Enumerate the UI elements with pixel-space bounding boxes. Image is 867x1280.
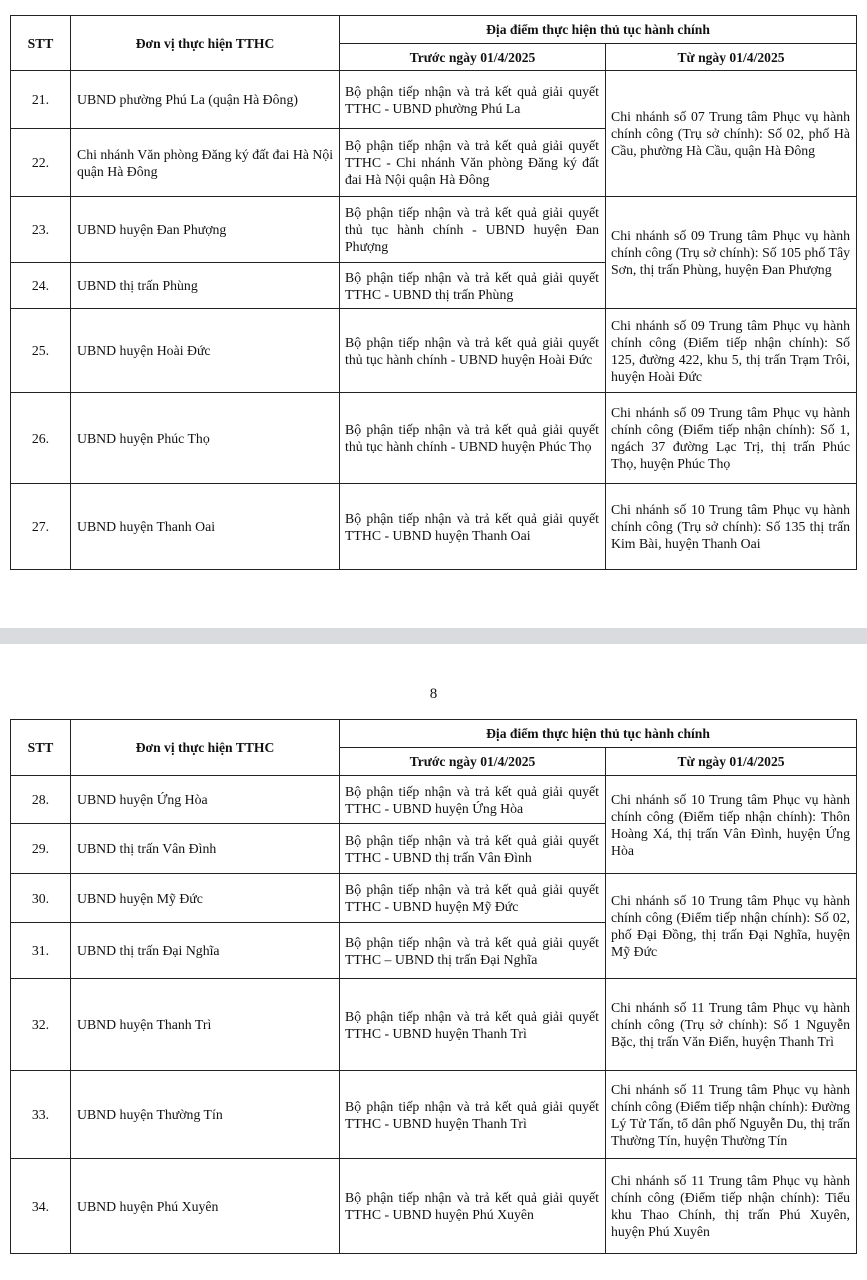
document-page-2 bbox=[0, 644, 867, 1280]
table-row bbox=[11, 776, 857, 824]
row-stt: 23. bbox=[11, 197, 71, 263]
table-row bbox=[11, 484, 857, 570]
row-after: Chi nhánh số 10 Trung tâm Phục vụ hành chính công (Trụ sở chính): Số 135 thị trấn Kim Bài, huyện Thanh Oai bbox=[606, 484, 857, 570]
row-stt: 26. bbox=[11, 393, 71, 484]
row-stt: 29. bbox=[11, 824, 71, 874]
page-separator bbox=[0, 628, 867, 644]
row-unit: UBND huyện Ứng Hòa bbox=[71, 776, 340, 824]
header-stt: STT bbox=[11, 720, 71, 776]
row-unit: UBND huyện Phúc Thọ bbox=[71, 393, 340, 484]
row-before: Bộ phận tiếp nhận và trả kết quả giải quyết TTHC - UBND huyện Mỹ Đức bbox=[340, 874, 606, 923]
row-before: Bộ phận tiếp nhận và trả kết quả giải quyết TTHC - UBND huyện Phú Xuyên bbox=[340, 1159, 606, 1254]
row-stt: 31. bbox=[11, 923, 71, 979]
header-before-date: Trước ngày 01/4/2025 bbox=[340, 44, 606, 71]
header-after-date: Từ ngày 01/4/2025 bbox=[606, 44, 857, 71]
row-stt: 28. bbox=[11, 776, 71, 824]
row-before: Bộ phận tiếp nhận và trả kết quả giải quyết TTHC - UBND thị trấn Phùng bbox=[340, 263, 606, 309]
row-after: Chi nhánh số 09 Trung tâm Phục vụ hành chính công (Điểm tiếp nhận chính): Số 1, ngách 37 đường Lạc Trị, thị trấn Phúc Thọ, huyện Phúc Thọ bbox=[606, 393, 857, 484]
row-unit: UBND phường Phú La (quận Hà Đông) bbox=[71, 71, 340, 129]
table-row bbox=[11, 309, 857, 393]
row-unit: UBND huyện Thanh Trì bbox=[71, 979, 340, 1071]
row-stt: 24. bbox=[11, 263, 71, 309]
row-unit: UBND huyện Phú Xuyên bbox=[71, 1159, 340, 1254]
table-row bbox=[11, 71, 857, 129]
row-before: Bộ phận tiếp nhận và trả kết quả giải quyết TTHC - UBND huyện Ứng Hòa bbox=[340, 776, 606, 824]
row-after: Chi nhánh số 07 Trung tâm Phục vụ hành chính công (Trụ sở chính): Số 02, phố Hà Cầu, phường Hà Cầu, quận Hà Đông bbox=[606, 71, 857, 197]
row-before: Bộ phận tiếp nhận và trả kết quả giải quyết TTHC – UBND thị trấn Đại Nghĩa bbox=[340, 923, 606, 979]
row-after: Chi nhánh số 11 Trung tâm Phục vụ hành chính công (Trụ sở chính): Số 1 Nguyễn Bặc, thị trấn Văn Điển, huyện Thanh Trì bbox=[606, 979, 857, 1071]
row-before: Bộ phận tiếp nhận và trả kết quả giải quyết TTHC - UBND phường Phú La bbox=[340, 71, 606, 129]
row-unit: UBND thị trấn Đại Nghĩa bbox=[71, 923, 340, 979]
row-before: Bộ phận tiếp nhận và trả kết quả giải quyết thủ tục hành chính - UBND huyện Phúc Thọ bbox=[340, 393, 606, 484]
row-after: Chi nhánh số 10 Trung tâm Phục vụ hành chính công (Điểm tiếp nhận chính): Số 02, phố Đại Đồng, thị trấn Đại Nghĩa, huyện Mỹ Đức bbox=[606, 874, 857, 979]
row-before: Bộ phận tiếp nhận và trả kết quả giải quyết TTHC - UBND huyện Thanh Trì bbox=[340, 1071, 606, 1159]
header-stt: STT bbox=[11, 16, 71, 71]
document-page-1 bbox=[0, 0, 867, 628]
row-before: Bộ phận tiếp nhận và trả kết quả giải quyết TTHC - UBND thị trấn Vân Đình bbox=[340, 824, 606, 874]
row-unit: UBND huyện Mỹ Đức bbox=[71, 874, 340, 923]
header-after-date: Từ ngày 01/4/2025 bbox=[606, 748, 857, 776]
row-stt: 34. bbox=[11, 1159, 71, 1254]
row-unit: UBND thị trấn Vân Đình bbox=[71, 824, 340, 874]
row-after: Chi nhánh số 09 Trung tâm Phục vụ hành chính công (Trụ sở chính): Số 105 phố Tây Sơn, thị trấn Phùng, huyện Đan Phượng bbox=[606, 197, 857, 309]
header-location: Địa điểm thực hiện thủ tục hành chính bbox=[340, 720, 857, 748]
row-unit: UBND thị trấn Phùng bbox=[71, 263, 340, 309]
row-stt: 33. bbox=[11, 1071, 71, 1159]
row-after: Chi nhánh số 11 Trung tâm Phục vụ hành chính công (Điểm tiếp nhận chính): Tiểu khu Thao Chính, thị trấn Phú Xuyên, huyện Phú Xuyên bbox=[606, 1159, 857, 1254]
row-stt: 21. bbox=[11, 71, 71, 129]
row-before: Bộ phận tiếp nhận và trả kết quả giải quyết TTHC - UBND huyện Thanh Oai bbox=[340, 484, 606, 570]
table-row bbox=[11, 393, 857, 484]
row-stt: 27. bbox=[11, 484, 71, 570]
row-stt: 25. bbox=[11, 309, 71, 393]
row-stt: 32. bbox=[11, 979, 71, 1071]
page-number: 8 bbox=[429, 686, 438, 702]
row-before: Bộ phận tiếp nhận và trả kết quả giải quyết TTHC - UBND huyện Thanh Trì bbox=[340, 979, 606, 1071]
table-row bbox=[11, 979, 857, 1071]
header-unit: Đơn vị thực hiện TTHC bbox=[71, 720, 340, 776]
row-after: Chi nhánh số 11 Trung tâm Phục vụ hành chính công (Điểm tiếp nhận chính): Đường Lý Tử Tấn, tổ dân phố Nguyễn Du, thị trấn Thường Tín, huyện Thường Tín bbox=[606, 1071, 857, 1159]
row-unit: Chi nhánh Văn phòng Đăng ký đất đai Hà Nội quận Hà Đông bbox=[71, 129, 340, 197]
header-before-date: Trước ngày 01/4/2025 bbox=[340, 748, 606, 776]
row-after: Chi nhánh số 10 Trung tâm Phục vụ hành chính công (Điểm tiếp nhận chính): Thôn Hoàng Xá, thị trấn Vân Đình, huyện Ứng Hòa bbox=[606, 776, 857, 874]
row-before: Bộ phận tiếp nhận và trả kết quả giải quyết TTHC - Chi nhánh Văn phòng Đăng ký đất đai Hà Nội quận Hà Đông bbox=[340, 129, 606, 197]
table-row bbox=[11, 874, 857, 923]
row-before: Bộ phận tiếp nhận và trả kết quả giải quyết thủ tục hành chính - UBND huyện Hoài Đức bbox=[340, 309, 606, 393]
table-row bbox=[11, 197, 857, 263]
row-unit: UBND huyện Hoài Đức bbox=[71, 309, 340, 393]
table-row bbox=[11, 1159, 857, 1254]
row-after: Chi nhánh số 09 Trung tâm Phục vụ hành chính công (Điểm tiếp nhận chính): Số 125, đường 422, khu 5, thị trấn Trạm Trôi, huyện Hoài Đức bbox=[606, 309, 857, 393]
row-unit: UBND huyện Đan Phượng bbox=[71, 197, 340, 263]
procedures-table-page-1 bbox=[10, 15, 857, 570]
row-unit: UBND huyện Thanh Oai bbox=[71, 484, 340, 570]
row-stt: 30. bbox=[11, 874, 71, 923]
procedures-table-page-2 bbox=[10, 719, 857, 1254]
header-location: Địa điểm thực hiện thủ tục hành chính bbox=[340, 16, 857, 44]
row-before: Bộ phận tiếp nhận và trả kết quả giải quyết thủ tục hành chính - UBND huyện Đan Phượng bbox=[340, 197, 606, 263]
table-row bbox=[11, 1071, 857, 1159]
row-stt: 22. bbox=[11, 129, 71, 197]
row-unit: UBND huyện Thường Tín bbox=[71, 1071, 340, 1159]
header-unit: Đơn vị thực hiện TTHC bbox=[71, 16, 340, 71]
